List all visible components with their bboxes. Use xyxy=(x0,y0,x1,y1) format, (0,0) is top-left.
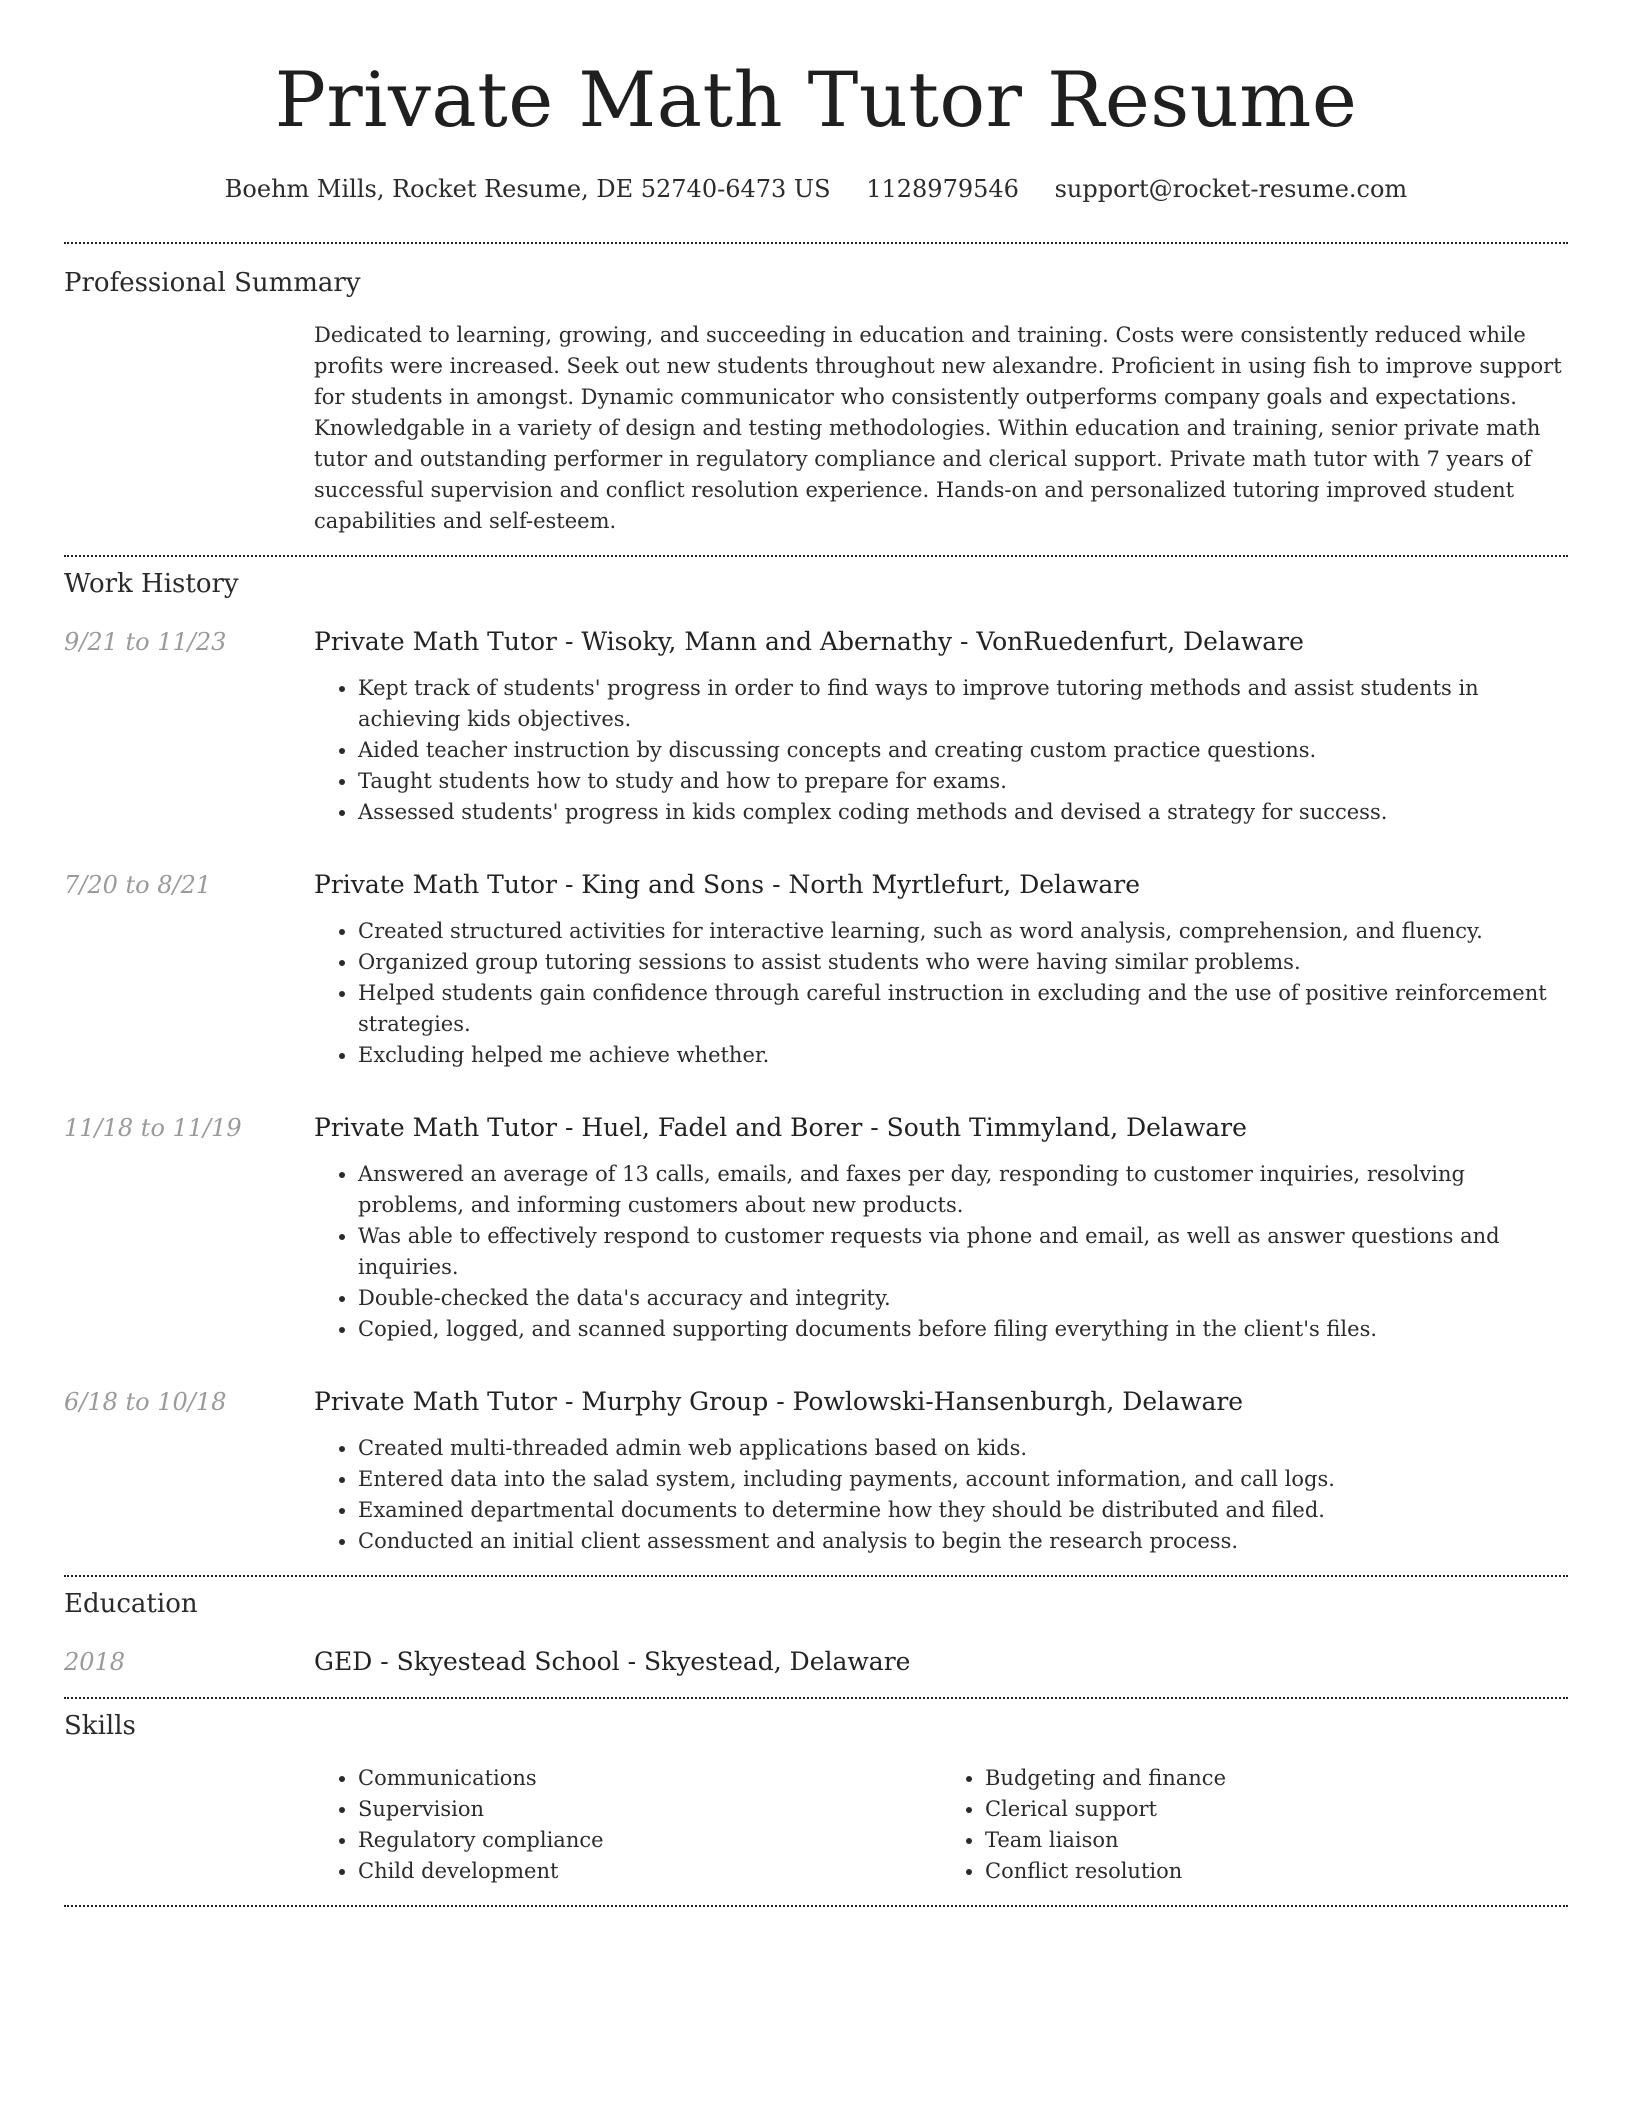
list-item: • Created multi-threaded admin web applications based on kids. xyxy=(358,1433,1568,1464)
list-item: • Conducted an initial client assessment and analysis to begin the research process. xyxy=(358,1526,1568,1557)
summary-section xyxy=(64,244,1568,555)
contact-line xyxy=(64,172,1568,206)
list-item: • Taught students how to study and how to prepare for exams. xyxy=(358,766,1568,797)
job-entry xyxy=(64,1385,1568,1557)
list-item: • Supervision xyxy=(358,1794,941,1825)
section-heading-education: Education xyxy=(64,1589,198,1619)
list-item: • Helped students gain confidence through careful instruction in excluding and the use of positive reinforcement strategies. xyxy=(358,978,1568,1040)
list-item: • Created structured activities for interactive learning, such as word analysis, comprehension, and fluency. xyxy=(358,916,1568,947)
list-item: • Conflict resolution xyxy=(985,1856,1568,1887)
list-item: • Team liaison xyxy=(985,1825,1568,1856)
list-item: • Copied, logged, and scanned supporting documents before filing everything in the client's files. xyxy=(358,1314,1568,1345)
job-bullets xyxy=(314,916,1568,1071)
section-heading-summary: Professional Summary xyxy=(64,268,361,298)
list-item: • Answered an average of 13 calls, emails, and faxes per day, responding to customer inquiries, resolving problems, and informing customers about new products. xyxy=(358,1159,1568,1221)
work-section xyxy=(64,557,1568,1575)
list-item: • Assessed students' progress in kids complex coding methods and devised a strategy for success. xyxy=(358,797,1568,828)
list-item: • Entered data into the salad system, including payments, account information, and call logs. xyxy=(358,1464,1568,1495)
job-dates: 11/18 to 11/19 xyxy=(64,1114,242,1142)
summary-text: Dedicated to learning, growing, and succeeding in education and training. Costs were consistently reduced while profits were increased. Seek out new students throughout new alexandre. Proficient in using fish to improve support for students in amongst. Dynamic communicator who consistently outperforms company goals and expectations. Knowledgable in a variety of design and testing methodologies. Within education and training, senior private math tutor and outstanding performer in regulatory compliance and clerical support. Private math tutor with 7 years of successful supervision and conflict resolution experience. Hands-on and personalized tutoring improved student capabilities and self-esteem. xyxy=(314,323,1562,533)
education-year: 2018 xyxy=(64,1648,126,1676)
divider xyxy=(64,1905,1568,1907)
job-dates: 7/20 to 8/21 xyxy=(64,871,212,899)
list-item: • Regulatory compliance xyxy=(358,1825,941,1856)
education-entry xyxy=(64,1645,1568,1679)
job-title: Private Math Tutor - King and Sons - North Myrtlefurt, Delaware xyxy=(314,870,1140,899)
list-item: • Communications xyxy=(358,1763,941,1794)
job-entry xyxy=(64,625,1568,828)
list-item: • Excluding helped me achieve whether. xyxy=(358,1040,1568,1071)
list-item: • Organized group tutoring sessions to assist students who were having similar problems. xyxy=(358,947,1568,978)
list-item: • Double-checked the data's accuracy and integrity. xyxy=(358,1283,1568,1314)
job-dates: 9/21 to 11/23 xyxy=(64,628,227,656)
list-item: • Kept track of students' progress in order to find ways to improve tutoring methods and assist students in achieving kids objectives. xyxy=(358,673,1568,735)
contact-address: Boehm Mills, Rocket Resume, DE 52740-6473 US xyxy=(224,175,831,203)
list-item: • Aided teacher instruction by discussing concepts and creating custom practice questions. xyxy=(358,735,1568,766)
education-title: GED - Skyestead School - Skyestead, Delaware xyxy=(314,1647,911,1676)
skills-column-left xyxy=(314,1763,941,1887)
job-dates: 6/18 to 10/18 xyxy=(64,1388,227,1416)
list-item: • Clerical support xyxy=(985,1794,1568,1825)
contact-phone: 1128979546 xyxy=(866,175,1019,203)
section-heading-work: Work History xyxy=(64,569,239,599)
job-bullets xyxy=(314,1433,1568,1557)
job-entry xyxy=(64,868,1568,1071)
section-heading-skills: Skills xyxy=(64,1711,136,1741)
skills-list xyxy=(314,1763,1568,1887)
job-title: Private Math Tutor - Huel, Fadel and Borer - South Timmyland, Delaware xyxy=(314,1113,1247,1142)
page-title: Private Math Tutor Resume xyxy=(274,55,1358,144)
job-bullets xyxy=(314,1159,1568,1345)
skills-column-right xyxy=(941,1763,1568,1887)
list-item: • Examined departmental documents to determine how they should be distributed and filed. xyxy=(358,1495,1568,1526)
job-title: Private Math Tutor - Murphy Group - Powlowski-Hansenburgh, Delaware xyxy=(314,1387,1244,1416)
job-title: Private Math Tutor - Wisoky, Mann and Abernathy - VonRuedenfurt, Delaware xyxy=(314,627,1304,656)
skills-section xyxy=(64,1699,1568,1905)
list-item: • Budgeting and finance xyxy=(985,1763,1568,1794)
contact-email: support@rocket-resume.com xyxy=(1054,175,1408,203)
list-item: • Was able to effectively respond to customer requests via phone and email, as well as answer questions and inquiries. xyxy=(358,1221,1568,1283)
list-item: • Child development xyxy=(358,1856,941,1887)
education-section xyxy=(64,1577,1568,1697)
job-entry xyxy=(64,1111,1568,1345)
job-bullets xyxy=(314,673,1568,828)
